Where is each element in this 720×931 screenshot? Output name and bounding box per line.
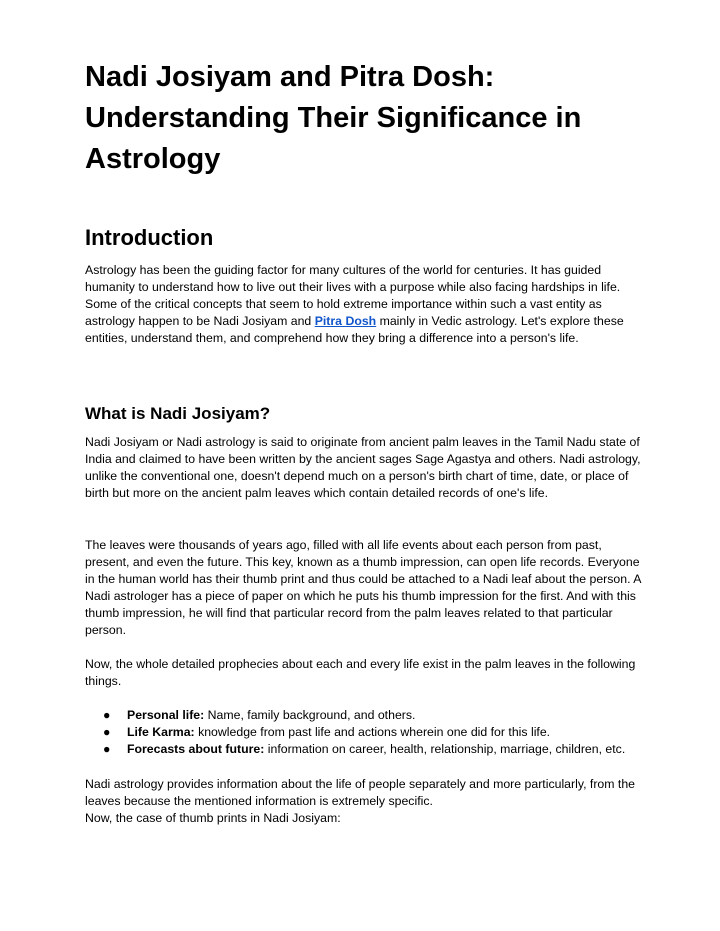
document-title: Nadi Josiyam and Pitra Dosh: Understanding Their Significance in Astrology [85,61,582,175]
intro-text-before-link: Astrology has been the guiding factor for many cultures of the world for centuries. It has guided humanity to understand how to live out their lives with a purpose while also facing hardships in life. Some of the critical concepts that seem to hold extreme importance within such a vast entity as astrology happen to be Nadi Josiyam and [85,263,621,328]
list-item-text: information on career, health, relationship, marriage, children, etc. [264,742,626,756]
intro-heading: Introduction [85,225,214,250]
prophecy-list [85,707,645,758]
bullet-icon: ● [103,725,111,739]
list-item-label: Personal life: [127,708,205,722]
pitra-dosh-link[interactable]: Pitra Dosh [314,314,377,328]
nadi-paragraph-3: Now, the whole detailed prophecies about each and every life exist in the palm leaves in the following things. [85,657,636,688]
list-item-text: knowledge from past life and actions wherein one did for this life. [194,725,551,739]
intro-text-after-link: mainly in Vedic astrology. Let's explore these entities, understand them, and comprehend how they bring a difference into a person's life. [85,314,624,345]
nadi-josiyam-heading: What is Nadi Josiyam? [85,404,271,423]
bullet-icon: ● [103,742,111,756]
nadi-paragraph-4: Nadi astrology provides information about the life of people separately and more particularly, from the leaves because the mentioned information is extremely specific. [85,777,636,808]
list-item [85,741,645,758]
nadi-paragraph-2: The leaves were thousands of years ago, filled with all life events about each person from past, present, and even the future. This key, known as a thumb impression, can open life records. Everyone in the human world has their thumb print and thus could be attached to a Nadi leaf about the person. A Nadi astrologer has a piece of paper on which he puts his thumb impression for the first. And with this thumb impression, he will find that particular record from the palm leaves related to that particular person. [85,538,641,637]
list-item [85,724,645,741]
list-item-label: Forecasts about future: [127,742,265,756]
list-item-label: Life Karma: [127,725,195,739]
intro-paragraph [85,262,645,347]
list-item [85,707,645,724]
list-item-text: Name, family background, and others. [204,708,416,722]
nadi-paragraph-5: Now, the case of thumb prints in Nadi Josiyam: [85,811,341,825]
nadi-paragraph-1: Nadi Josiyam or Nadi astrology is said to originate from ancient palm leaves in the Tamil Nadu state of India and claimed to have been written by the ancient sages Sage Agastya and others. Nadi astrology, unlike the conventional one, doesn't depend much on a person's birth chart of time, date, or place of birth but more on the ancient palm leaves which contain detailed records of one's life. [85,435,641,500]
bullet-icon: ● [103,708,111,722]
